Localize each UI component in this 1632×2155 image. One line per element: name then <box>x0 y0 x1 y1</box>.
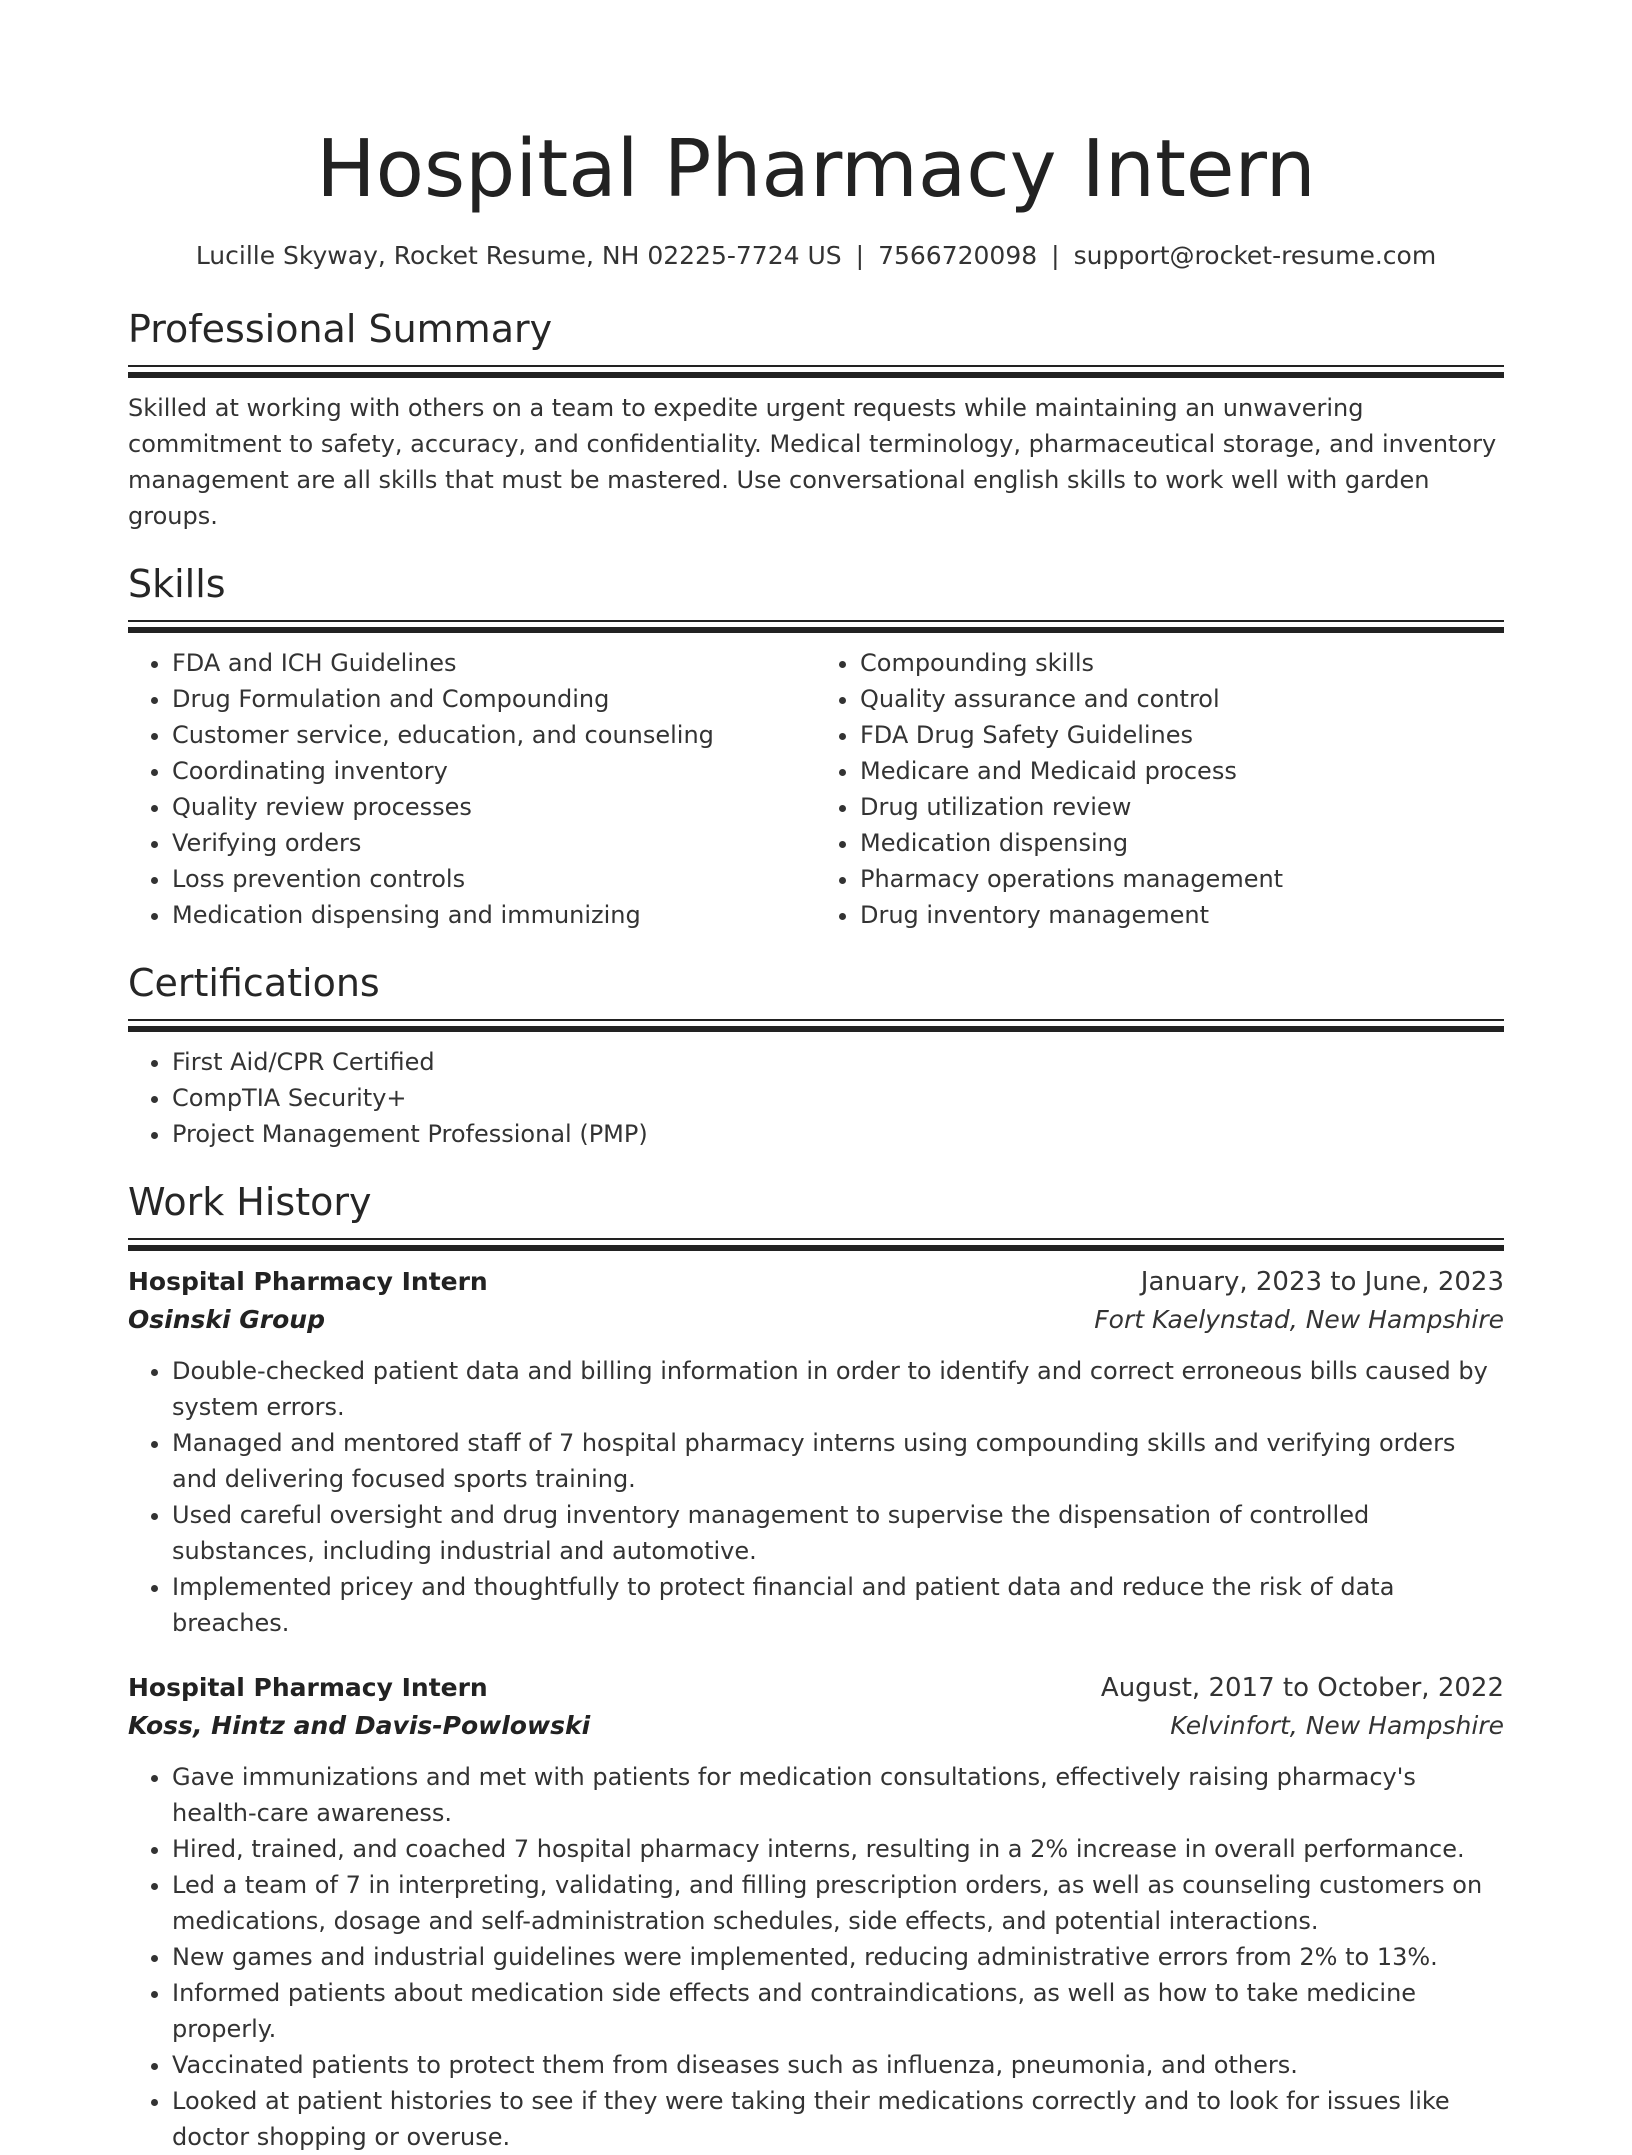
job-bullets <box>128 1353 1504 1641</box>
skills-list-right <box>816 645 1504 933</box>
certification-item: • First Aid/CPR Certified <box>172 1044 1504 1080</box>
skill-item: • Customer service, education, and counseling <box>172 717 816 753</box>
skill-item: • Drug inventory management <box>860 897 1504 933</box>
job-location: Fort Kaelynstad, New Hampshire <box>1094 1305 1504 1334</box>
certification-item: • CompTIA Security+ <box>172 1080 1504 1116</box>
job-bullet: • Looked at patient histories to see if they were taking their medications correctly and to look for issues like doctor shopping or overuse. <box>172 2083 1504 2155</box>
section-divider <box>128 365 1504 378</box>
job-bullets <box>128 1759 1504 2155</box>
section-divider <box>128 620 1504 633</box>
certifications-heading: Certifications <box>128 961 380 1005</box>
skill-item: • Drug Formulation and Compounding <box>172 681 816 717</box>
job-bullet: • Implemented pricey and thoughtfully to protect financial and patient data and reduce the risk of data breaches. <box>172 1569 1504 1641</box>
job-entry <box>128 1669 1504 2155</box>
resume-page <box>128 0 1504 2155</box>
job-dates: January, 2023 to June, 2023 <box>1140 1267 1504 1297</box>
resume-title: Hospital Pharmacy Intern <box>316 123 1316 215</box>
skill-item: • Pharmacy operations management <box>860 861 1504 897</box>
skills-heading: Skills <box>128 562 226 606</box>
skill-item: • Coordinating inventory <box>172 753 816 789</box>
summary-section <box>128 305 1504 534</box>
job-bullet: • New games and industrial guidelines were implemented, reducing administrative errors from 2% to 13%. <box>172 1939 1504 1975</box>
summary-heading: Professional Summary <box>128 307 553 351</box>
skill-item: • Quality assurance and control <box>860 681 1504 717</box>
job-bullet: • Informed patients about medication side effects and contraindications, as well as how to take medicine properly. <box>172 1975 1504 2047</box>
job-title: Hospital Pharmacy Intern <box>128 1267 488 1296</box>
contact-line <box>128 239 1504 273</box>
job-bullet: • Hired, trained, and coached 7 hospital pharmacy interns, resulting in a 2% increase in overall performance. <box>172 1831 1504 1867</box>
job-bullet: • Led a team of 7 in interpreting, validating, and filling prescription orders, as well as counseling customers on medications, dosage and self-administration schedules, side effects, and potential interactions. <box>172 1867 1504 1939</box>
contact-separator: | <box>1051 241 1060 270</box>
contact-address: Lucille Skyway, Rocket Resume, NH 02225-7724 US <box>195 241 842 270</box>
contact-phone: 7566720098 <box>878 241 1038 270</box>
job-entry <box>128 1263 1504 1641</box>
job-location: Kelvinfort, New Hampshire <box>1170 1711 1504 1740</box>
contact-separator: | <box>855 241 865 270</box>
job-header-row <box>128 1263 1504 1301</box>
job-bullet: • Used careful oversight and drug inventory management to supervise the dispensation of controlled substances, including industrial and automotive. <box>172 1497 1504 1569</box>
skill-item: • FDA Drug Safety Guidelines <box>860 717 1504 753</box>
certifications-section <box>128 959 1504 1152</box>
job-subheader-row <box>128 1301 1504 1339</box>
skill-item: • Medication dispensing and immunizing <box>172 897 816 933</box>
job-bullet: • Gave immunizations and met with patients for medication consultations, effectively raising pharmacy's health-care awareness. <box>172 1759 1504 1831</box>
skill-item: • FDA and ICH Guidelines <box>172 645 816 681</box>
skill-item: • Verifying orders <box>172 825 816 861</box>
certification-item: • Project Management Professional (PMP) <box>172 1116 1504 1152</box>
skill-item: • Drug utilization review <box>860 789 1504 825</box>
summary-text: Skilled at working with others on a team to expedite urgent requests while maintaining an unwavering commitment to safety, accuracy, and confidentiality. Medical terminology, pharmaceutical storage, and inventory management are all skills that must be mastered. Use conversational english skills to work well with garden groups. <box>128 394 1497 530</box>
job-bullet: • Double-checked patient data and billing information in order to identify and correct erroneous bills caused by system errors. <box>172 1353 1504 1425</box>
skill-item: • Medication dispensing <box>860 825 1504 861</box>
job-company: Osinski Group <box>128 1305 325 1334</box>
skills-columns <box>128 645 1504 933</box>
section-divider <box>128 1019 1504 1032</box>
work-history-section <box>128 1178 1504 2155</box>
section-divider <box>128 1238 1504 1251</box>
job-company: Koss, Hintz and Davis-Powlowski <box>128 1711 591 1740</box>
skill-item: • Compounding skills <box>860 645 1504 681</box>
job-header-row <box>128 1669 1504 1707</box>
skill-item: • Loss prevention controls <box>172 861 816 897</box>
skills-list-left <box>128 645 816 933</box>
job-title: Hospital Pharmacy Intern <box>128 1673 488 1702</box>
certifications-list <box>128 1044 1504 1152</box>
job-bullet: • Vaccinated patients to protect them from diseases such as influenza, pneumonia, and others. <box>172 2047 1504 2083</box>
skills-section <box>128 560 1504 933</box>
work-history-heading: Work History <box>128 1180 372 1224</box>
job-bullet: • Managed and mentored staff of 7 hospital pharmacy interns using compounding skills and verifying orders and delivering focused sports training. <box>172 1425 1504 1497</box>
job-dates: August, 2017 to October, 2022 <box>1100 1673 1504 1703</box>
skill-item: • Medicare and Medicaid process <box>860 753 1504 789</box>
contact-email: support@rocket-resume.com <box>1073 241 1437 270</box>
job-subheader-row <box>128 1707 1504 1745</box>
skill-item: • Quality review processes <box>172 789 816 825</box>
